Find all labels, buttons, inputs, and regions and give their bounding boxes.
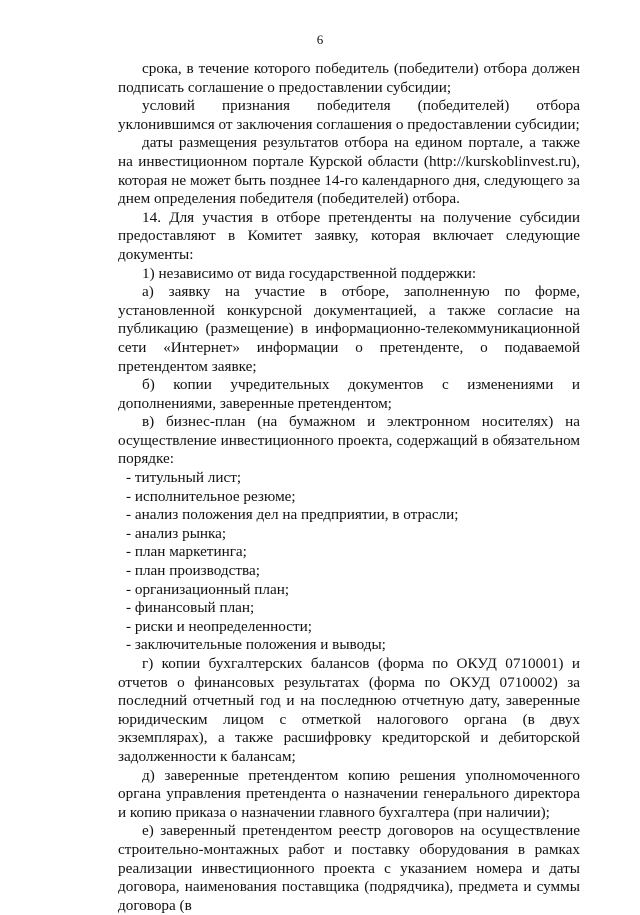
- list-summary: - исполнительное резюме;: [126, 487, 296, 505]
- list-title-page: - титульный лист;: [126, 469, 242, 487]
- para-evasion: условий признания победителя (победителей) отбора уклонившимся от заключения соглашения о предоставлении субсидии;: [118, 97, 580, 133]
- page-number: 6: [316, 32, 324, 47]
- document-body: [118, 60, 580, 915]
- para-14: 14. Для участия в отборе претенденты на получение субсидии предоставляют в Комитет заявку, которая включает следующие документы:: [118, 208, 580, 263]
- para-e: е) заверенный претендентом реестр договоров на осуществление строительно-монтажных работ и поставку оборудования в рамках реализации инвестиционного проекта с указанием номера и даты договора, наименования поставщика (подрядчика), предмета и суммы договора (в: [118, 822, 580, 914]
- list-organizational: - организационный план;: [126, 580, 290, 598]
- list-risks: - риски и неопределенности;: [126, 617, 313, 635]
- list-market: - анализ рынка;: [126, 524, 227, 542]
- para-publication-date: даты размещения результатов отбора на едином портале, а также на инвестиционном портале Курской области (http://kurskoblinvest.ru), которая не может быть позднее 14-го календарного дня, следующего за днем определения победителя (победителей) отбора.: [118, 134, 580, 208]
- list-marketing: - план маркетинга;: [126, 543, 247, 561]
- para-a: а) заявку на участие в отборе, заполненную по форме, установленной конкурсной документацией, а также согласие на публикацию (размещение) в информационно-телекоммуникационной сети «Интернет» информации о претенденте, о подаваемой претендентом заявке;: [118, 283, 580, 375]
- para-term: срока, в течение которого победитель (победители) отбора должен подписать соглашение о предоставлении субсидии;: [118, 60, 580, 96]
- list-production: - план производства;: [126, 562, 260, 580]
- para-d: д) заверенные претендентом копию решения уполномоченного органа управления претендента о назначении генерального директора и копию приказа о назначении главного бухгалтера (при наличии);: [118, 766, 580, 821]
- list-analysis: - анализ положения дел на предприятии, в отрасли;: [126, 506, 459, 524]
- list-conclusions: - заключительные положения и выводы;: [126, 636, 386, 654]
- para-g: г) копии бухгалтерских балансов (форма по ОКУД 0710001) и отчетов о финансовых результатах (форма по ОКУД 0710002) за последний отчетный год и на последнюю отчетную дату, заверенные юридическим лицом с отметкой налогового органа (в двух экземплярах), а также расшифровку кредиторской и дебиторской задолженности к балансам;: [118, 655, 580, 765]
- para-14-1: 1) независимо от вида государственной поддержки:: [142, 264, 477, 282]
- para-b: б) копии учредительных документов с изменениями и дополнениями, заверенные претендентом;: [118, 376, 580, 412]
- para-v: в) бизнес-план (на бумажном и электронном носителях) на осуществление инвестиционного проекта, содержащий в обязательном порядке:: [118, 413, 580, 468]
- list-financial: - финансовый план;: [126, 599, 255, 617]
